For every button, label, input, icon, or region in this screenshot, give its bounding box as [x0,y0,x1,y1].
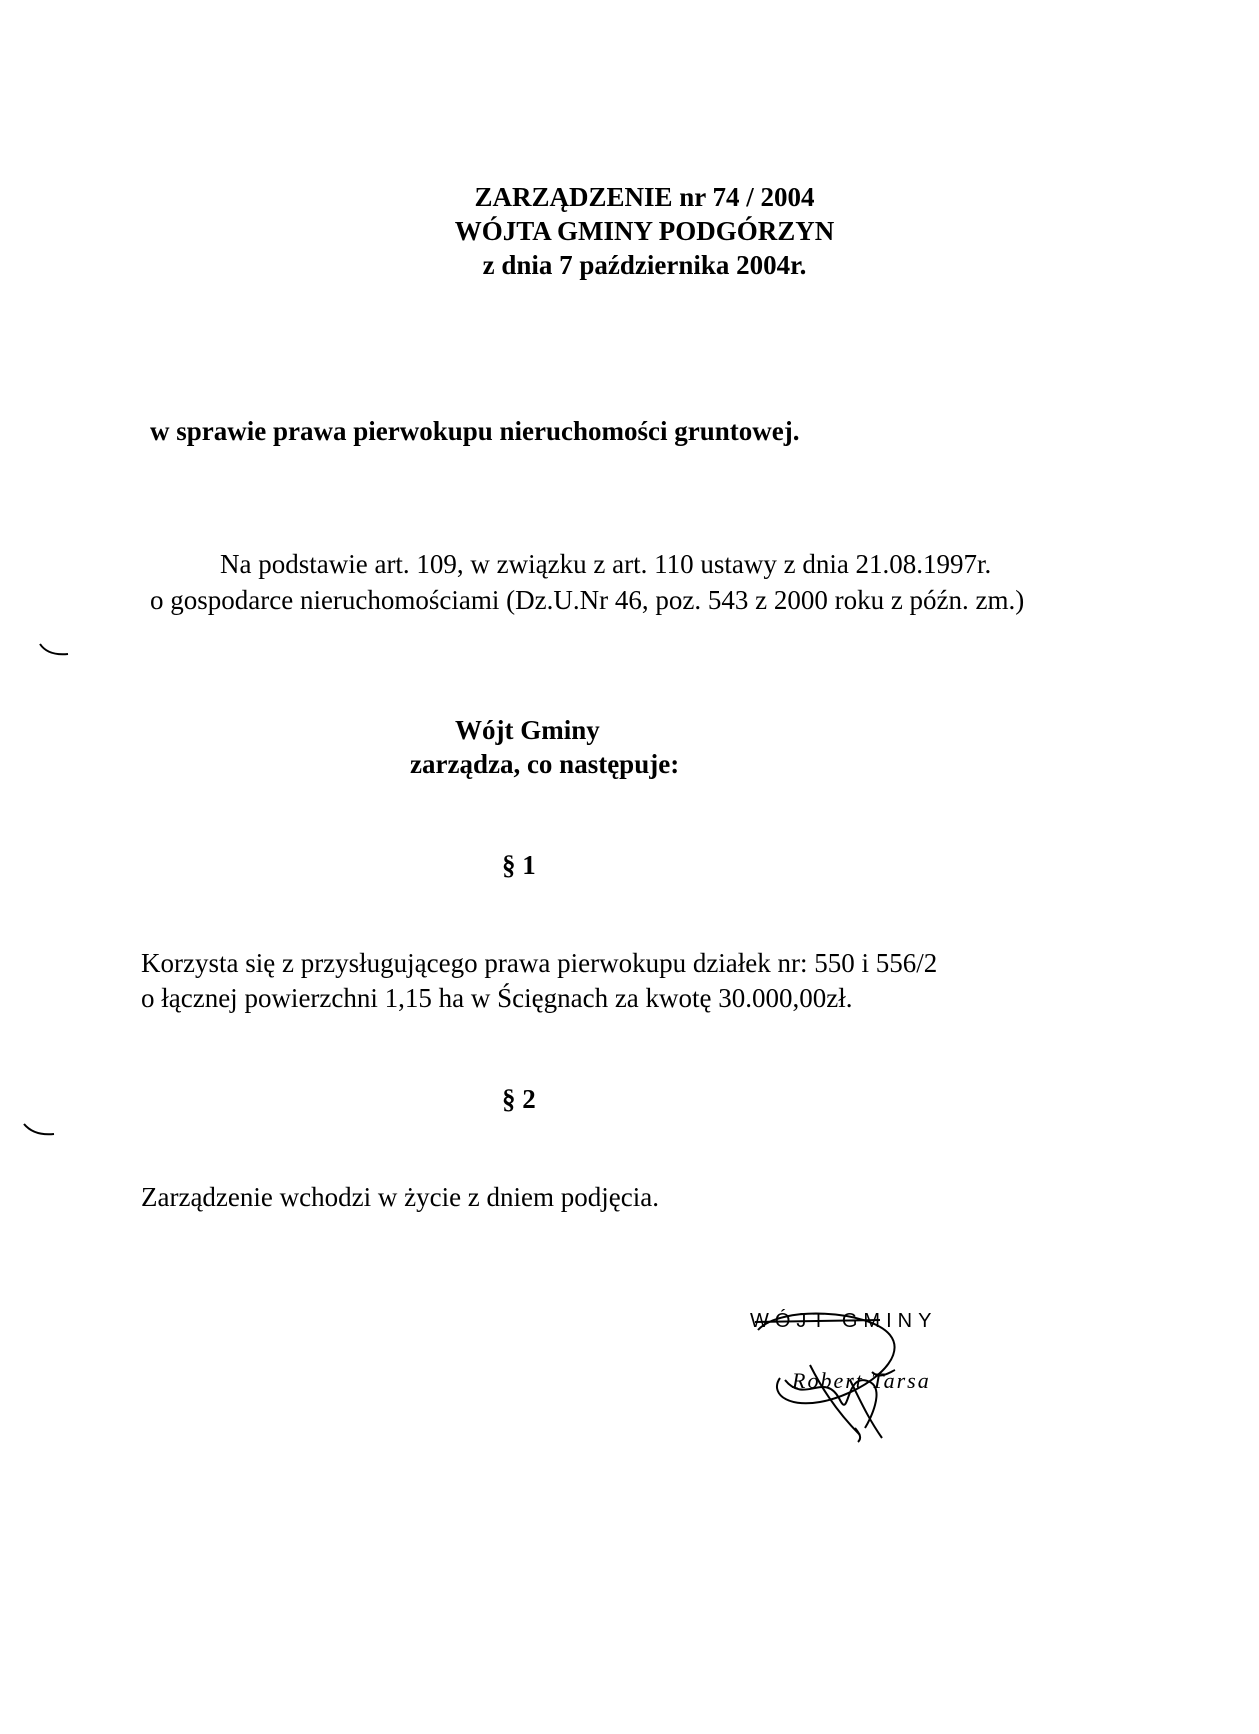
handwritten-signature [750,1310,980,1460]
document-heading [0,180,1259,282]
stamp-title: WÓJT GMINY [750,1310,938,1332]
heading-line-authority: WÓJTA GMINY PODGÓRZYN [454,216,835,246]
section-1-line-1: Korzysta się z przysługującego prawa pierwokupu działek nr: 550 i 556/2 [141,948,938,978]
legal-basis-line-1: Na podstawie art. 109, w związku z art. 110 ustawy z dnia 21.08.1997r. [220,549,992,579]
section-2-mark: § 2 [502,1084,536,1114]
official-stamp [750,1310,980,1460]
section-1-line-2: o łącznej powierzchni 1,15 ha w Ścięgnach za kwotę 30.000,00zł. [141,983,853,1013]
stamp-name: Robert Tarsa [792,1368,931,1393]
section-2-text: Zarządzenie wchodzi w życie z dniem podjęcia. [141,1182,659,1212]
heading-line-date: z dnia 7 października 2004r. [482,250,807,280]
legal-basis-line-2: o gospodarce nieruchomościami (Dz.U.Nr 46, poz. 543 z 2000 roku z późn. zm.) [150,585,1025,615]
authority-line-1: Wójt Gminy [455,715,600,745]
margin-tick-mark [38,640,72,660]
margin-tick-mark [22,1120,58,1140]
authority-line-2: zarządza, co następuje: [410,749,680,779]
section-1-mark: § 1 [502,850,536,880]
heading-line-ordinance: ZARZĄDZENIE nr 74 / 2004 [474,182,815,212]
document-subject: w sprawie prawa pierwokupu nieruchomości gruntowej. [150,416,800,446]
